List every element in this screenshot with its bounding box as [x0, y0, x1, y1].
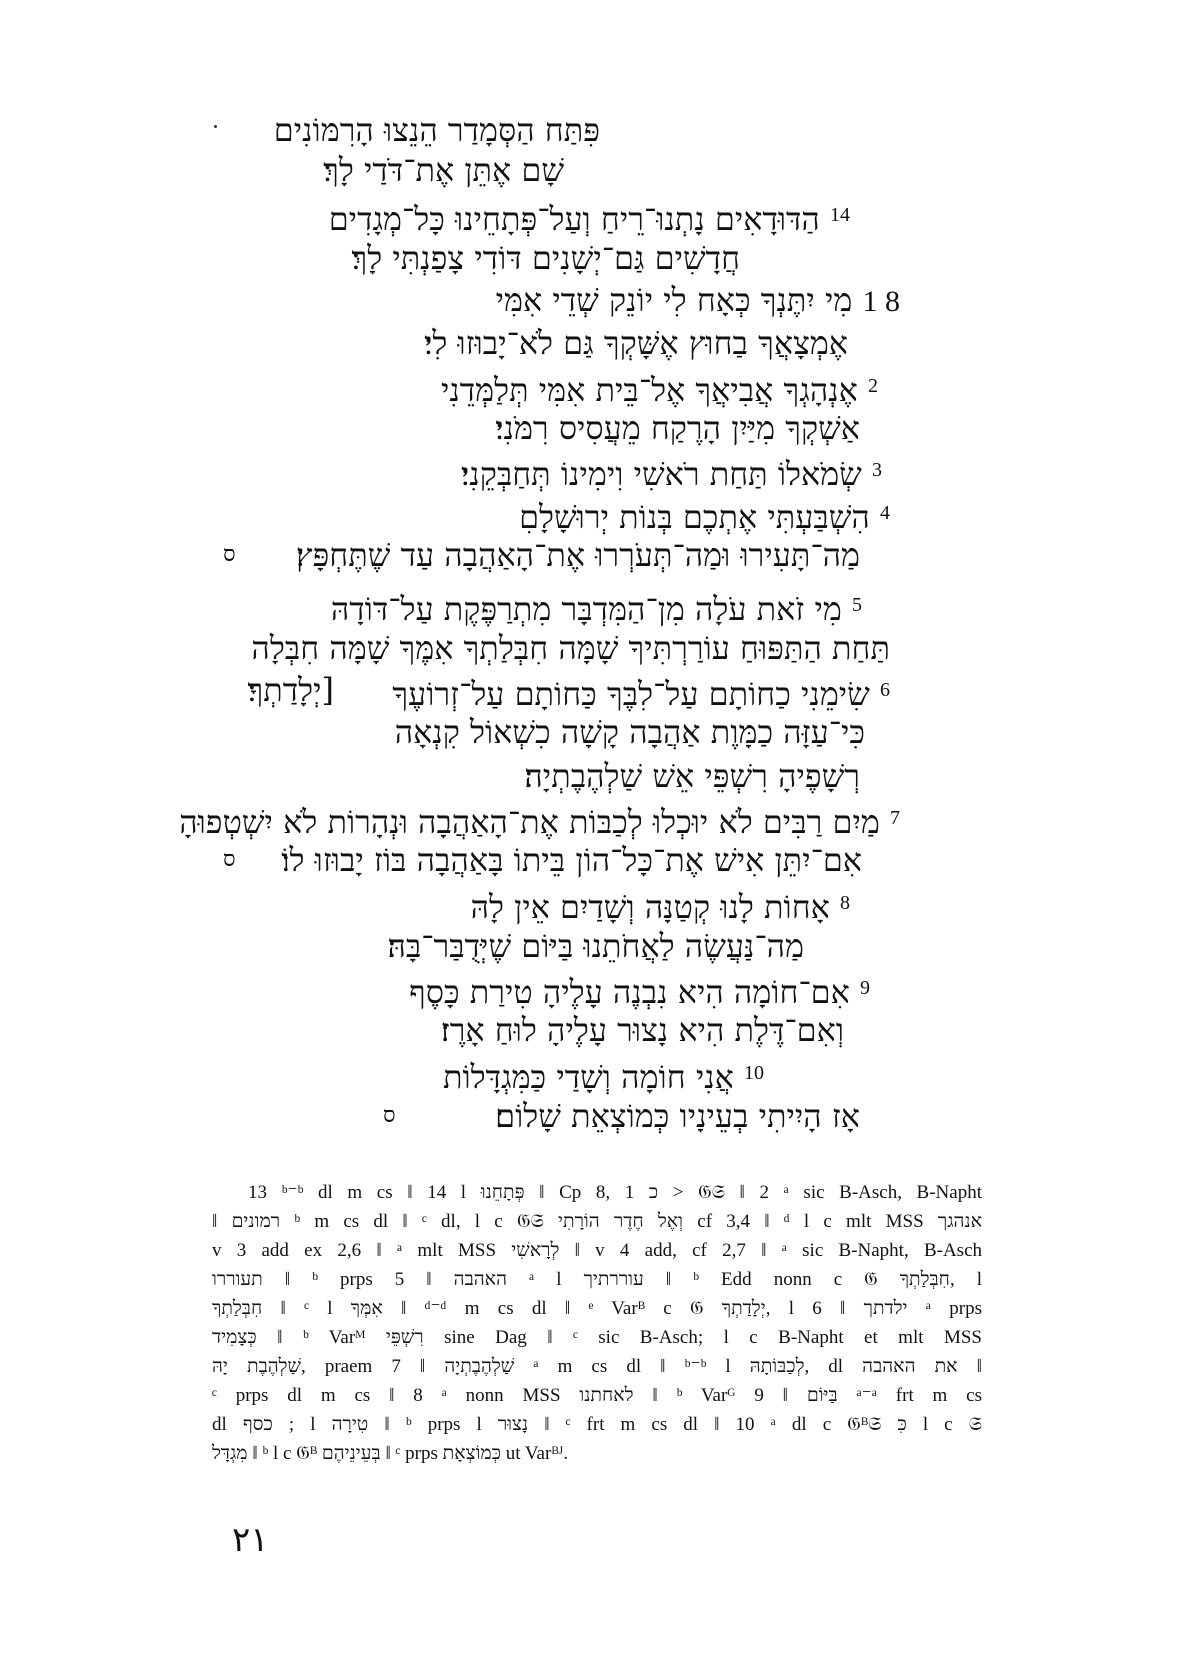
chapter-verse-number: 8 1	[862, 285, 900, 318]
poem-line: $^{10}$ אֲנִי חוֹמָה וְשָׁדַי כַּמִּגְדָּלוֹת	[442, 1058, 764, 1096]
verse-number: 8	[840, 892, 850, 914]
verse-number: 14	[830, 204, 850, 226]
apparatus-line: מִגְדָּל ‖ ᵇ l c 𝔊ᴮ בְּעֵינֵיהֶם ‖ ᶜ prps כְּמוֹצְאָת ut Varᴮᴶ.	[212, 1443, 569, 1464]
scan-speck	[214, 125, 217, 128]
verse-number: 2	[868, 375, 878, 397]
poem-line: $^9$ אִם־חוֹמָה הִיא נִבְנֶה עָלֶיהָ טִירַת כָּסֶף	[409, 973, 870, 1011]
poem-line: $^3$ שְׂמֹאלוֹ תַּחַת רֹאשִׁי וִימִינוֹ תְּחַבְּקֵנִי׃	[460, 455, 882, 493]
poem-line: פִּתַּח הַסְּמָדַר הֵנֵצוּ הָרִמּוֹנִים	[273, 111, 600, 149]
apparatus-line: שַׁלְהֶבֶת יָהּ, praem שַׁלְהֶבֶתְיָה ‖ 7 ᵃ m cs dl ‖ ᵇ⁻ᵇ l לְכַבּוֹתָהּ, dl את האהבה ‖	[212, 1356, 982, 1377]
verse-number: 4	[880, 502, 890, 524]
apparatus-line: v 3 add ex 2,6 ‖ ᵃ mlt MSS לְרָאשִׁי ‖ v 4 add, cf 2,7 ‖ ᵃ sic B-Napht, B-Asch	[212, 1240, 982, 1261]
poem-line: $^8$ אָחוֹת לָנוּ קְטַנָּה וְשָׁדַיִם אֵין לָהּ	[470, 888, 850, 926]
setumah-mark: ס	[383, 1103, 396, 1128]
poem-line: מַה־תָּעִירוּ וּמַה־תְּעֹרְרוּ אֶת־הָאַהֲבָה עַד שֶׁתֶּחְפָּץ׃	[295, 536, 860, 574]
poem-line: רְשָׁפֶיהָ רִשְׁפֵּי אֵשׁ שַׁלְהֶבֶתְיָה׃	[524, 757, 860, 795]
apparatus-line: 13 ᵇ⁻ᵇ dl m cs ‖ 14 l פְּתָחֵנוּ ‖ Cp 8, 1 כ > 𝔊𝔖 ‖ 2 ᵃ sic B-Asch, B-Napht	[248, 1182, 982, 1203]
verse-number: 5	[852, 594, 862, 616]
poem-line: שָׁם אֶתֵּן אֶת־דֹּדַי לָךְ׃	[323, 151, 564, 189]
poem-line: מַה־נַּעֲשֶׂה לַאֲחֹתֵנוּ בַּיּוֹם שֶׁיְּדֻבַּר־בָּהּ׃	[387, 927, 804, 965]
poem-line: $^5$ מִי זֹאת עֹלָה מִן־הַמִּדְבָּר מִתְרַפֶּקֶת עַל־דּוֹדָהּ	[330, 590, 862, 628]
verse-number: 3	[872, 459, 882, 481]
setumah-mark: ס	[223, 847, 236, 872]
poem-line: $^7$ מַיִם רַבִּים לֹא יוּכְלוּ לְכַבּוֹת אֶת־הָאַהֲבָה וּנְהָרוֹת לֹא יִשְׁטְפוּהָ	[179, 803, 900, 841]
poem-line: חֲדָשִׁים גַּם־יְשָׁנִים דּוֹדִי צָפַנְתִּי לָךְ׃	[351, 239, 740, 277]
apparatus-line: ‖ רמונים ᵇ m cs dl ‖ ᶜ dl, l c 𝔊𝔖 וְאֶל חֶדֶר הוֹרָתִי cf 3,4 ‖ ᵈ l c mlt MSS אנהגך	[212, 1211, 982, 1232]
poem-line: תַּחַת הַתַּפּוּחַ עוֹרַרְתִּיךָ שָׁמָּה חִבְּלַתְךָ אִמֶּךָ שָׁמָּה חִבְּלָה	[251, 629, 890, 667]
poem-line-continuation: [יְלָדַתְךָ׃	[247, 671, 334, 709]
page-number: ٢١	[232, 1520, 269, 1560]
poem-line: וְאִם־דֶּלֶת הִיא נָצוּר עָלֶיהָ לוּחַ אָרֶז׃	[440, 1011, 844, 1049]
apparatus-line: dl כסף ; l טִירָה ‖ ᵇ prps l נָצוּר ‖ ᶜ frt m cs dl ‖ 10 ᵃ dl c 𝔊ᴮ𝔖 כִּ l c 𝔖	[212, 1414, 983, 1435]
apparatus-line: ᶜ prps dl m cs ‖ 8 ᵃ nonn MSS לאחתנו ‖ ᵇ Varᴳ בַּיּוֹם ‖ 9 ᵃ⁻ᵃ frt m cs	[212, 1385, 982, 1406]
setumah-mark: ס	[223, 542, 236, 567]
verse-number: 10	[744, 1062, 764, 1084]
poem-line: 8 1 מִי יִתֶּנְךָ כְּאָח לִי יוֹנֵק שְׁדֵי אִמִּי	[495, 281, 900, 319]
poem-line: $^6$ שִׂימֵנִי כַחוֹתָם עַל־לִבֶּךָ כַּחוֹתָם עַל־זְרוֹעֶךָ	[392, 675, 890, 713]
poem-line: אָז הָיִיתִי בְעֵינָיו כְּמוֹצְאֵת שָׁלוֹם׃	[495, 1097, 860, 1135]
poem-line: אַשְׁקְךָ מִיַּיִן הָרֶקַח מֵעֲסִיס רִמֹּנִי׃	[495, 409, 860, 447]
poem-line: $^4$ הִשְׁבַּעְתִּי אֶתְכֶם בְּנוֹת יְרוּשָׁלָםִ	[519, 498, 890, 536]
poem-line: כִּי־עַזָּה כַמָּוֶת אַהֲבָה קָשָׁה כִשְׁאוֹל קִנְאָה	[394, 713, 865, 751]
verse-number: 9	[860, 977, 870, 999]
poem-line: $^2$ אֶנְהָגְךָ אֲבִיאֲךָ אֶל־בֵּית אִמִּי תְּלַמְּדֵנִי	[440, 371, 878, 409]
apparatus-line: כְּצָמִיד ‖ ᵇ Varᴹ רִשְׁפֵּי sine Dag ‖ ᶜ sic B-Asch; l c B-Napht et mlt MSS	[212, 1327, 982, 1348]
poem-line: $^{14}$ הַדּוּדָאִים נָתְנוּ־רֵיחַ וְעַל־פְּתָחֵינוּ כָּל־מְגָדִים	[328, 200, 850, 238]
verse-number: 6	[880, 679, 890, 701]
poem-line: אֶמְצָאֲךָ בַחוּץ אֶשָּׁקְךָ גַּם לֹא־יָבוּזוּ לִי׃	[423, 324, 848, 362]
poem-line: אִם־יִתֵּן אִישׁ אֶת־כָּל־הוֹן בֵּיתוֹ בָּאַהֲבָה בּוֹז יָבוּזוּ לוֹ׃	[281, 841, 862, 879]
verse-number: 7	[890, 807, 900, 829]
apparatus-line: חִבְּלַתְךָ ‖ ᶜ l אִמְּךָ ‖ ᵈ⁻ᵈ m cs dl ‖ ᵉ Varᴮ c 𝔊 יְלָדַתְךָ, l ילדתך ‖ 6 ᵃ prps	[212, 1298, 982, 1319]
apparatus-line: תעוררו ‖ ᵇ prps האהבה ‖ 5 ᵃ l עוררתיך ‖ ᵇ Edd nonn c 𝔊 חִבְּלַתְךָ, l	[212, 1269, 982, 1290]
